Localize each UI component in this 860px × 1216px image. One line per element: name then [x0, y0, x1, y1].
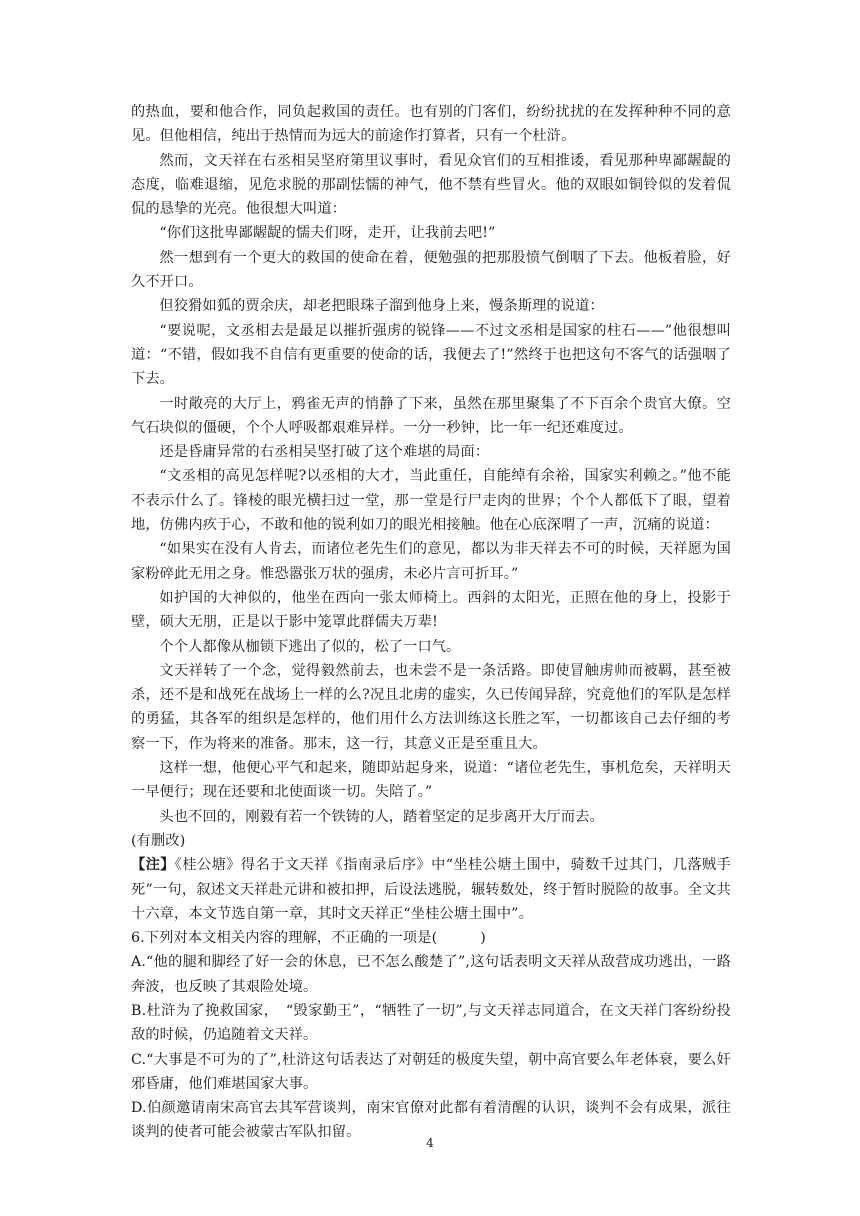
passage-paragraph: 的热血，要和他合作，同负起救国的责任。也有别的门客们，纷纷扰扰的在发挥种种不同的意见。但他相信，纯出于热情而为远大的前途作打算者，只有一个杜浒。 — [131, 104, 731, 145]
option-c: C.“大事是不可为的了”,杜浒这句话表达了对朝廷的极度失望，朝中高官要么年老体衰，要么奸邪昏庸，他们难堪国家大事。 — [131, 1051, 731, 1092]
passage-paragraph: 然一想到有一个更大的救国的使命在着，便勉强的把那股愤气倒咽了下去。他板着脸，好久不开口。 — [131, 249, 731, 291]
passage-quote: “文丞相的高见怎样呢?以丞相的大才，当此重任，自能绰有余裕，国家实利赖之。”他不能不表示什么了。锋棱的眼光横扫过一堂，那一堂是行尸走肉的世界；个个人都低下了眼，望着地，仿佛内疚于心，不敢和他的锐利如刀的眼光相接触。他在心底深喟了一声，沉痛的说道： — [131, 468, 731, 534]
annotation-note — [131, 853, 731, 926]
passage-paragraph: 头也不回的，刚毅有若一个铁铸的人，踏着坚定的足步离开大厅而去。 — [159, 808, 604, 825]
passage-paragraph: 还是昏庸异常的右丞相吴坚打破了这个难堪的局面： — [159, 444, 490, 461]
passage-quote: “要说呢，文丞相去是最足以摧折强虏的锐锋——不过文丞相是国家的柱石——”他很想叫道：“不错，假如我不自信有更重要的使命的话，我便去了!”然终于也把这句不客气的话强咽了下去。 — [131, 322, 731, 388]
passage-quote: “如果实在没有人肯去，而诸位老先生们的意见，都以为非天祥去不可的时候，天祥愿为国家粉碎此无用之身。惟恐嚣张万状的强虏，未必片言可折耳。” — [131, 541, 731, 582]
passage-paragraph: 文天祥转了一个念，觉得毅然前去，也未尝不是一条活路。即使冒触虏帅而被羁，甚至被杀，还不是和战死在战场上一样的么?况且北虏的虚实，久已传闻异辞，究竟他们的军队是怎样的勇猛，其各军的组织是怎样的，他们用什么方法训练这长胜之军，一切都该自己去仔细的考察一下，作为将来的准备。那末，这一行，其意义正是至重且大。 — [131, 662, 731, 752]
passage-paragraph: 这样一想，他便心平气和起来，随即站起身来，说道：“诸位老先生，事机危矣，天祥明天一早便行；现在还要和北使面谈一切。失陪了。” — [131, 760, 731, 801]
edited-note: (有删改) — [131, 832, 186, 849]
passage-paragraph: 如护国的大神似的，他坐在西向一张太师椅上。西斜的太阳光，正照在他的身上，投影于壁，硕大无朋，正是以于影中笼罩此群儒夫万辈! — [131, 589, 731, 631]
document-body — [131, 100, 731, 1145]
passage-paragraph: 但狡猾如狐的贾余庆，却老把眼珠子溜到他身上来，慢条斯理的说道： — [159, 298, 604, 315]
page-number: 4 — [426, 1136, 434, 1150]
note-text: 《桂公塘》得名于文天祥《指南录后序》中“坐桂公塘土围中，骑数千过其门，几落贼手死”一句，叙述文天祥赴元讲和被扣押，后设法逃脱，辗转数处，终于暂时脱险的故事。全文共十六章，本文节选自第一章，其时文天祥正“坐桂公塘土围中”。 — [131, 857, 731, 922]
passage-paragraph: 然而，文天祥在右丞相吴坚府第里议事时，看见众官们的互相推诿，看见那种卑鄙龌龊的态度，临难退缩，见危求脱的那副怯懦的神气，他不禁有些冒火。他的双眼如铜铃似的发着侃侃的恳挚的光亮。他很想大叫道： — [131, 152, 731, 218]
option-a: A.“他的腿和脚经了好一会的休息，已不怎么酸楚了”,这句话表明文天祥从敌营成功逃出，一路奔波，也反映了其艰险处境。 — [131, 954, 731, 995]
option-b: B.杜浒为了挽救国家， “毁家勤王”，“牺牲了一切”,与文天祥志同道合，在文天祥门客纷纷投敌的时候，仍追随着文天祥。 — [131, 1002, 731, 1044]
passage-paragraph: 个个人都像从枷锁下逃出了似的，松了一口气。 — [159, 638, 461, 655]
question-stem: 6.下列对本文相关内容的理解，不正确的一项是( ) — [131, 930, 486, 947]
option-d: D.伯颜邀请南宋高官去其军营谈判，南宋官僚对此都有着清醒的认识，谈判不会有成果，派往谈判的使者可能会被蒙古军队扣留。 — [131, 1100, 731, 1141]
passage-quote: “你们这批卑鄙龌龊的懦夫们呀，走开，让我前去吧!” — [159, 225, 496, 242]
note-tag: 【注】 — [131, 857, 175, 874]
passage-paragraph: 一时敞亮的大厅上，鸦雀无声的悄静了下来，虽然在那里聚集了不下百余个贵官大僚。空气石块似的僵硬，个个人呼吸都艰难异样。一分一秒钟，比一年一纪还难度过。 — [131, 395, 731, 436]
